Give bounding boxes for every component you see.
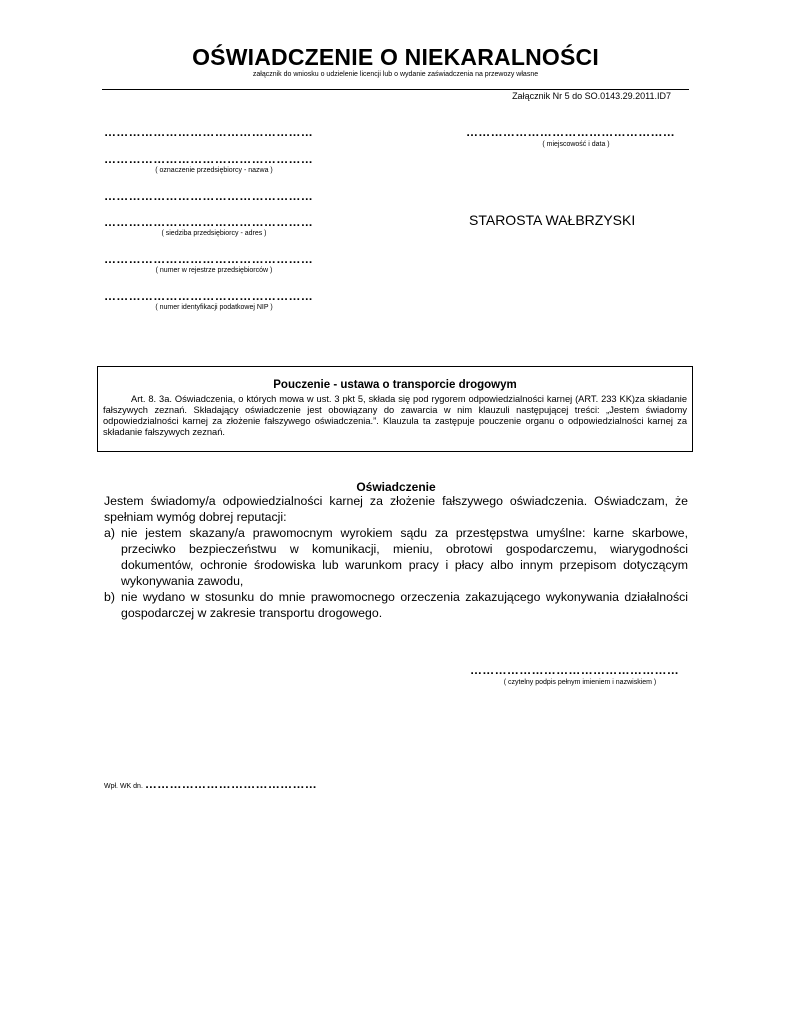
signature-line: …………………………………………… bbox=[470, 663, 680, 677]
declaration-title: Oświadczenie bbox=[356, 480, 436, 494]
register-number-line: …………………………………………… bbox=[104, 252, 314, 266]
declaration-item-a bbox=[104, 525, 688, 589]
nip-caption: ( numer identyfikacji podatkowej NIP ) bbox=[155, 304, 273, 311]
declaration-item-label: b) bbox=[104, 590, 115, 604]
entrepreneur-name-line-1: …………………………………………… bbox=[104, 125, 314, 139]
declaration-body bbox=[104, 493, 688, 621]
nip-line: …………………………………………… bbox=[104, 289, 314, 303]
header-divider bbox=[102, 89, 689, 90]
entrepreneur-name-line-2: …………………………………………… bbox=[104, 152, 314, 166]
entrepreneur-address-caption: ( siedziba przedsiębiorcy - adres ) bbox=[161, 230, 267, 237]
document-subtitle: załącznik do wniosku o udzielenie licencji lub o wydanie zaświadczenia na przewozy własne bbox=[252, 71, 539, 78]
declaration-item-b bbox=[104, 589, 688, 621]
register-number-caption: ( numer w rejestrze przedsiębiorców ) bbox=[155, 267, 273, 274]
annex-reference: Załącznik Nr 5 do SO.0143.29.2011.ID7 bbox=[512, 91, 671, 101]
payment-note-line: …………………………………… bbox=[144, 777, 318, 791]
entrepreneur-address-line-2: …………………………………………… bbox=[104, 215, 314, 229]
payment-note bbox=[104, 777, 317, 791]
entrepreneur-address-line-1: …………………………………………… bbox=[104, 189, 314, 203]
entrepreneur-name-caption: ( oznaczenie przedsiębiorcy - nazwa ) bbox=[155, 167, 273, 174]
notice-text bbox=[103, 394, 687, 438]
document-title: OŚWIADCZENIE O NIEKARALNOŚCI bbox=[192, 44, 599, 70]
place-date-caption: ( miejscowość i data ) bbox=[542, 141, 610, 148]
declaration-item-text: nie jestem skazany/a prawomocnym wyrokiem sądu za przestępstwa umyślne: karne skarbowe, przeciwko bezpieczeństwu w komunikacji, mieniu, obrotowi gospodarczemu, wiarygodności dokumentów, ochronie środowiska lub warunkom pracy i płacy albo innym przepisom dotyczącym wykonywania zawodu, bbox=[121, 526, 688, 588]
payment-note-label: Wpł. WK dn. bbox=[104, 783, 143, 790]
notice-title: Pouczenie - ustawa o transporcie drogowym bbox=[273, 379, 517, 391]
addressee: STAROSTA WAŁBRZYSKI bbox=[469, 212, 636, 228]
declaration-item-label: a) bbox=[104, 526, 115, 540]
notice-paragraph: Art. 8. 3a. Oświadczenia, o których mowa w ust. 3 pkt 5, składa się pod rygorem odpowiedzialności karnej (ART. 233 KK)za składanie fałszywych zeznań. Składający oświadczenie jest obowiązany do zawarcia w nim klauzuli następującej treści: „Jestem świadomy odpowiedzialności karnej za złożenie fałszywego oświadczenia.”. Klauzula ta zastępuje pouczenie organu o odpowiedzialności karnej za składanie fałszywych zeznań. bbox=[103, 394, 687, 437]
declaration-list bbox=[104, 525, 688, 621]
place-date-line: …………………………………………… bbox=[466, 125, 676, 139]
declaration-item-text: nie wydano w stosunku do mnie prawomocnego orzeczenia zakazującego wykonywania działalności gospodarczej w zakresie transportu drogowego. bbox=[121, 590, 688, 620]
signature-caption: ( czytelny podpis pełnym imieniem i nazwiskiem ) bbox=[503, 679, 657, 686]
declaration-intro: Jestem świadomy/a odpowiedzialności karnej za złożenie fałszywego oświadczenia. Oświadczam, że spełniam wymóg dobrej reputacji: bbox=[104, 494, 688, 524]
